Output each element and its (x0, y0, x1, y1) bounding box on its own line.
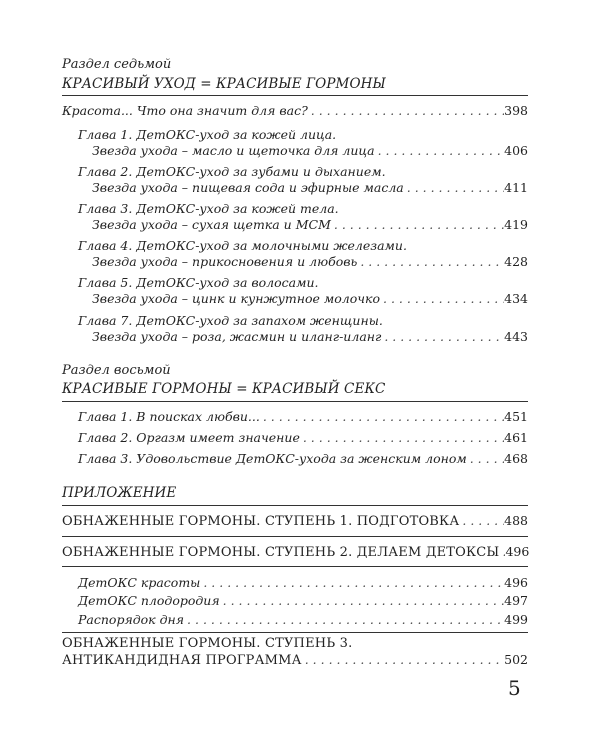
toc-entry: ДетОКС красоты . . . 496 (78, 575, 528, 591)
toc-entry-step1: ОБНАЖЕННЫЕ ГОРМОНЫ. СТУПЕНЬ 1. ПОДГОТОВКА . . . 488 (62, 513, 528, 529)
chapter-title: Глава 3. ДетОКС-уход за кожей тела. (78, 201, 339, 216)
section8-divider (62, 401, 528, 402)
toc-entry-step2: ОБНАЖЕННЫЕ ГОРМОНЫ. СТУПЕНЬ 2. ДЕЛАЕМ ДЕТОКСЫ . . . 496 (62, 544, 528, 560)
section7-label: Раздел седьмой (62, 57, 172, 72)
toc-entry: Звезда ухода – прикосновения и любовь . . . 428 (92, 254, 528, 270)
chapter-title: Глава 2. ДетОКС-уход за зубами и дыханием. (78, 164, 386, 179)
toc-entry: Звезда ухода – сухая щетка и МСМ . . . 419 (92, 217, 528, 233)
toc-entry: Звезда ухода – роза, жасмин и иланг-иланг . . . 443 (92, 329, 528, 345)
section8-title: КРАСИВЫЕ ГОРМОНЫ = КРАСИВЫЙ СЕКС (62, 381, 386, 397)
toc-entry: Звезда ухода – масло и щеточка для лица . . . 406 (92, 143, 528, 159)
subs-divider (62, 632, 528, 633)
page-number: 5 (508, 676, 521, 700)
toc-entry: Глава 1. В поисках любви... . . . 451 (78, 409, 528, 425)
chapter-title: Глава 7. ДетОКС-уход за запахом женщины. (78, 313, 383, 328)
chapter-title: Глава 1. ДетОКС-уход за кожей лица. (78, 127, 337, 142)
step3-title: ОБНАЖЕННЫЕ ГОРМОНЫ. СТУПЕНЬ 3. (62, 636, 353, 651)
chapter-title: Глава 5. ДетОКС-уход за волосами. (78, 275, 319, 290)
toc-entry: ДетОКС плодородия . . . 497 (78, 593, 528, 609)
toc-entry: Звезда ухода – цинк и кунжутное молочко . . . 434 (92, 291, 528, 307)
section8-label: Раздел восьмой (62, 363, 171, 378)
toc-entry: Распорядок дня . . . 499 (78, 612, 528, 628)
section7-divider (62, 95, 528, 96)
toc-entry: Глава 3. Удовольствие ДетОКС-ухода за женским лоном . . . 468 (78, 451, 528, 467)
toc-entry: Звезда ухода – пищевая сода и эфирные масла . . . 411 (92, 180, 528, 196)
step1-divider (62, 536, 528, 537)
step2-divider (62, 566, 528, 567)
appendix-divider (62, 505, 528, 506)
section7-title: КРАСИВЫЙ УХОД = КРАСИВЫЕ ГОРМОНЫ (62, 76, 386, 92)
toc-entry-step3: АНТИКАНДИДНАЯ ПРОГРАММА . . . 502 (62, 652, 528, 668)
appendix-title: ПРИЛОЖЕНИЕ (62, 485, 177, 501)
toc-entry-intro: Красота... Что она значит для вас? . . . 398 (62, 103, 528, 119)
toc-entry: Глава 2. Оргазм имеет значение . . . 461 (78, 430, 528, 446)
chapter-title: Глава 4. ДетОКС-уход за молочными железами. (78, 238, 407, 253)
